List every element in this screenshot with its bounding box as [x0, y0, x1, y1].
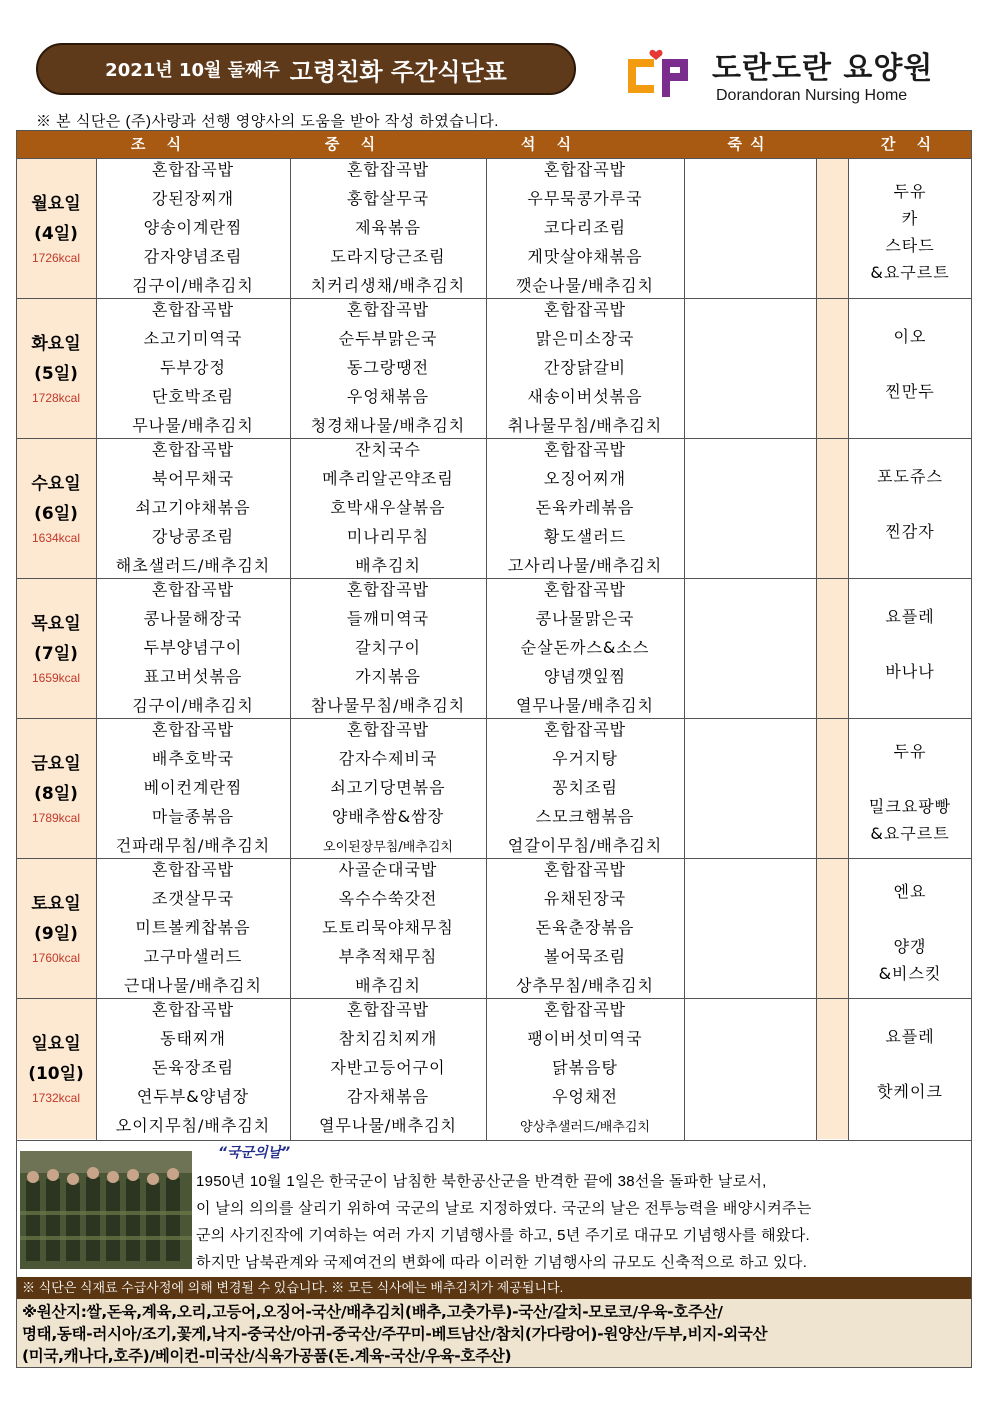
day-kcal: 1760kcal — [31, 951, 81, 965]
snack-item: &요구르트 — [870, 824, 950, 843]
menu-item: 두부양념구이 — [143, 638, 243, 657]
menu-item: 혼합잡곡밥 — [543, 860, 627, 879]
menu-item: 배추김치 — [355, 976, 421, 995]
logo-english-name: Dorandoran Nursing Home — [716, 87, 908, 104]
menu-item: 혼합잡곡밥 — [543, 580, 627, 599]
menu-title-banner — [36, 43, 576, 95]
col-divider — [848, 158, 849, 1140]
breakfast-cell — [96, 579, 290, 719]
day-kcal: 1634kcal — [31, 531, 81, 545]
menu-item: 우엉채전 — [552, 1087, 618, 1106]
armed-forces-day-info — [16, 1140, 972, 1276]
lunch-cell — [290, 999, 486, 1139]
menu-item: 혼합잡곡밥 — [151, 860, 235, 879]
snack-item: 두유 — [893, 182, 927, 201]
snack-item: 포도쥬스 — [877, 467, 943, 486]
day-cell — [16, 859, 96, 999]
breakfast-cell — [96, 159, 290, 299]
menu-item: 미트볼케찹볶음 — [135, 918, 251, 937]
menu-item: 강된장찌개 — [151, 189, 235, 208]
origin-line: (미국,캐나다,호주)/베이컨-미국산/식육가공품(돈.계육-국산/우육-호주산) — [22, 1347, 512, 1365]
day-kcal: 1659kcal — [31, 671, 81, 685]
snack-cell — [848, 159, 972, 299]
day-row — [16, 158, 972, 298]
menu-item: 오이지무침/배추김치 — [115, 1116, 271, 1135]
menu-item: 맑은미소장국 — [535, 329, 635, 348]
day-name: 수요일 — [31, 474, 81, 494]
menu-item: 김구이/배추김치 — [132, 696, 254, 715]
menu-item: 새송이버섯볶음 — [527, 387, 643, 406]
day-date: (6일) — [34, 504, 78, 524]
menu-item: 청경채나물/배추김치 — [310, 416, 466, 435]
breakfast-cell — [96, 439, 290, 579]
menu-item: 가지볶음 — [355, 667, 421, 686]
menu-item: 도토리묵야채무침 — [322, 918, 454, 937]
menu-item: 혼합잡곡밥 — [151, 1000, 235, 1019]
day-kcal: 1789kcal — [31, 811, 81, 825]
menu-item: 깻순나물/배추김치 — [515, 276, 655, 295]
menu-item: 쇠고기야채볶음 — [135, 498, 251, 517]
separator-strip — [816, 299, 848, 439]
menu-item: 우무묵콩가루국 — [527, 189, 643, 208]
header-porridge: 죽식 — [727, 135, 773, 153]
menu-item: 고사리나물/배추김치 — [507, 556, 663, 575]
day-row — [16, 578, 972, 718]
breakfast-cell — [96, 859, 290, 999]
snack-item: 이오 — [893, 327, 927, 346]
menu-item: 게맛살야채볶음 — [527, 247, 643, 266]
menu-item: 우거지탕 — [552, 749, 618, 768]
menu-item: 팽이버섯미역국 — [527, 1029, 643, 1048]
col-divider — [684, 158, 685, 1140]
menu-item: 배추김치 — [355, 556, 421, 575]
menu-item: 김구이/배추김치 — [132, 276, 254, 295]
info-line: 하지만 남북관계와 국제여건의 변화에 따라 이러한 기념행사의 규모도 신축적으로 하고 있다. — [196, 1254, 808, 1271]
menu-item: 두부강정 — [160, 358, 226, 377]
menu-item: 간장닭갈비 — [543, 358, 627, 377]
separator-strip — [816, 439, 848, 579]
menu-item: 참나물무침/배추김치 — [310, 696, 466, 715]
menu-item: 황도샐러드 — [543, 527, 627, 546]
day-row — [16, 858, 972, 998]
day-name: 일요일 — [31, 1034, 81, 1054]
snack-item: &비스킷 — [878, 964, 942, 983]
menu-item: 강낭콩조림 — [151, 527, 235, 546]
menu-item: 양송이계란찜 — [143, 218, 243, 237]
day-kcal: 1732kcal — [31, 1091, 81, 1105]
snack-item: 요플레 — [885, 1027, 935, 1046]
menu-item: 혼합잡곡밥 — [543, 1000, 627, 1019]
logo-mark-icon — [626, 47, 706, 107]
menu-item: 마늘종볶음 — [151, 807, 235, 826]
snack-item: 요플레 — [885, 607, 935, 626]
breakfast-cell — [96, 719, 290, 859]
logo-korean-name: 도란도란 요양원 — [712, 51, 934, 86]
snack-item: 두유 — [893, 742, 927, 761]
menu-item: 열무나물/배추김치 — [515, 696, 655, 715]
day-row — [16, 438, 972, 578]
separator-strip — [816, 159, 848, 299]
lunch-cell — [290, 439, 486, 579]
menu-item: 감자양념조림 — [143, 247, 243, 266]
snack-cell — [848, 579, 972, 719]
menu-item: 혼합잡곡밥 — [151, 300, 235, 319]
menu-item: 참치김치찌개 — [338, 1029, 438, 1048]
separator-strip — [816, 719, 848, 859]
col-divider — [486, 158, 487, 1140]
separator-strip — [816, 579, 848, 719]
info-line: 1950년 10월 1일은 한국군이 남침한 북한공산군을 반격한 끝에 38선을 돌파한 날로서, — [196, 1173, 767, 1190]
snack-cell — [848, 299, 972, 439]
menu-item: 볼어묵조림 — [543, 947, 627, 966]
menu-item: 닭볶음탕 — [552, 1058, 618, 1077]
day-date: (9일) — [34, 924, 78, 944]
day-cell — [16, 439, 96, 579]
menu-item: 혼합잡곡밥 — [543, 720, 627, 739]
menu-item: 얼갈이무침/배추김치 — [507, 836, 663, 855]
soldiers-parade-image — [20, 1151, 192, 1269]
lunch-cell — [290, 719, 486, 859]
day-cell — [16, 159, 96, 299]
menu-item: 혼합잡곡밥 — [543, 160, 627, 179]
menu-item: 스모크햄볶음 — [535, 807, 635, 826]
day-cell — [16, 999, 96, 1139]
lunch-cell — [290, 579, 486, 719]
day-name: 월요일 — [31, 194, 81, 214]
menu-item: 혼합잡곡밥 — [346, 300, 430, 319]
menu-item: 순두부맑은국 — [338, 329, 438, 348]
menu-item: 코다리조림 — [543, 218, 627, 237]
menu-item: 고구마샐러드 — [143, 947, 243, 966]
menu-item: 건파래무침/배추김치 — [115, 836, 271, 855]
menu-date: 2021년 10월 둘째주 — [105, 60, 280, 81]
day-name: 토요일 — [31, 894, 81, 914]
col-divider — [290, 158, 291, 1140]
breakfast-cell — [96, 299, 290, 439]
day-cell — [16, 299, 96, 439]
separator-strip — [816, 999, 848, 1139]
day-date: (7일) — [34, 644, 78, 664]
menu-item: 혼합잡곡밥 — [346, 1000, 430, 1019]
origin-info — [16, 1299, 972, 1368]
menu-item: 돈육장조림 — [151, 1058, 235, 1077]
menu-item: 콩나물해장국 — [143, 609, 243, 628]
lunch-cell — [290, 299, 486, 439]
menu-item: 순살돈까스&소스 — [520, 638, 650, 657]
day-date: (4일) — [34, 224, 78, 244]
dinner-cell — [486, 719, 684, 859]
menu-item: 사골순대국밥 — [338, 860, 438, 879]
menu-item: 상추무침/배추김치 — [515, 976, 655, 995]
info-line: 군의 사기진작에 기여하는 여러 가지 기념행사를 하고, 5년 주기로 대규모 기념행사를 해왔다. — [196, 1227, 810, 1244]
menu-item: 우엉채볶음 — [346, 387, 430, 406]
menu-item: 혼합잡곡밥 — [346, 160, 430, 179]
dinner-cell — [486, 999, 684, 1139]
menu-item: 조갯살무국 — [151, 889, 235, 908]
menu-item: 혼합잡곡밥 — [346, 720, 430, 739]
snack-item: 엔요 — [893, 882, 927, 901]
day-name: 금요일 — [31, 754, 81, 774]
menu-item: 옥수수쑥갓전 — [338, 889, 438, 908]
snack-item: 찐만두 — [885, 382, 935, 401]
info-title: “국군의날” — [218, 1145, 291, 1161]
dinner-cell — [486, 579, 684, 719]
menu-item: 소고기미역국 — [143, 329, 243, 348]
snack-cell — [848, 859, 972, 999]
menu-title: 고령친화 주간식단표 — [289, 57, 507, 86]
menu-item: 자반고등어구이 — [330, 1058, 446, 1077]
menu-item: 무나물/배추김치 — [132, 416, 254, 435]
snack-cell — [848, 439, 972, 579]
menu-item: 양배추쌈&쌈장 — [331, 807, 445, 826]
menu-item: 호박새우살볶음 — [330, 498, 446, 517]
menu-item: 혼합잡곡밥 — [151, 720, 235, 739]
day-name: 목요일 — [31, 614, 81, 634]
dinner-cell — [486, 299, 684, 439]
menu-item: 감자수제비국 — [338, 749, 438, 768]
menu-item: 혼합잡곡밥 — [151, 440, 235, 459]
menu-item: 양상추샐러드/배추김치 — [520, 1120, 650, 1135]
menu-item: 갈치구이 — [355, 638, 421, 657]
menu-item: 북어무채국 — [151, 469, 235, 488]
col-divider — [816, 158, 817, 1140]
menu-item: 동태찌개 — [160, 1029, 226, 1048]
menu-item: 혼합잡곡밥 — [346, 580, 430, 599]
day-date: (5일) — [34, 364, 78, 384]
menu-notice: ※ 식단은 식재료 수급사정에 의해 변경될 수 있습니다. ※ 모든 식사에는 배추김치가 제공됩니다. — [16, 1277, 972, 1299]
day-kcal: 1728kcal — [31, 391, 81, 405]
header-breakfast: 조 식 — [130, 135, 190, 153]
day-date: (8일) — [34, 784, 78, 804]
origin-line: ※원산지:쌀,돈육,계육,오리,고등어,오징어-국산/배추김치(배추,고춧가루)-국산/갈치-모로코/우육-호주산/ — [22, 1303, 723, 1321]
day-row — [16, 298, 972, 438]
menu-item: 열무나물/배추김치 — [318, 1116, 458, 1135]
snack-item: 찐감자 — [885, 522, 935, 541]
snack-item: 양갱 — [893, 937, 927, 956]
day-cell — [16, 719, 96, 859]
dinner-cell — [486, 159, 684, 299]
dinner-cell — [486, 439, 684, 579]
menu-item: 근대나물/배추김치 — [123, 976, 263, 995]
menu-item: 혼합잡곡밥 — [151, 160, 235, 179]
col-divider — [96, 158, 97, 1140]
menu-item: 꽁치조림 — [552, 778, 618, 797]
menu-item: 단호박조림 — [151, 387, 235, 406]
menu-item: 취나물무침/배추김치 — [507, 416, 663, 435]
menu-item: 들깨미역국 — [346, 609, 430, 628]
snack-cell — [848, 999, 972, 1139]
menu-item: 오이된장무침/배추김치 — [323, 840, 453, 855]
snack-item: 밀크요팡빵 — [868, 797, 952, 816]
menu-item: 잔치국수 — [355, 440, 421, 459]
menu-item: 쇠고기당면볶음 — [330, 778, 446, 797]
day-date: (10일) — [28, 1064, 84, 1084]
menu-item: 해초샐러드/배추김치 — [115, 556, 271, 575]
menu-item: 치커리생채/배추김치 — [310, 276, 466, 295]
nursing-home-logo — [626, 47, 966, 107]
dinner-cell — [486, 859, 684, 999]
menu-item: 제육볶음 — [355, 218, 421, 237]
day-row — [16, 718, 972, 858]
lunch-cell — [290, 859, 486, 999]
menu-item: 감자채볶음 — [346, 1087, 430, 1106]
menu-item: 양념깻잎찜 — [543, 667, 627, 686]
snack-item: 카 — [901, 209, 919, 228]
table-header-row — [16, 130, 972, 158]
menu-item: 오징어찌개 — [543, 469, 627, 488]
menu-item: 배추호박국 — [151, 749, 235, 768]
menu-item: 부추적채무침 — [338, 947, 438, 966]
menu-item: 도라지당근조림 — [330, 247, 446, 266]
header-dinner: 석 식 — [520, 135, 580, 153]
menu-item: 유채된장국 — [543, 889, 627, 908]
menu-item: 미나리무침 — [346, 527, 430, 546]
menu-item: 혼합잡곡밥 — [543, 440, 627, 459]
snack-item: 핫케이크 — [877, 1082, 943, 1101]
breakfast-cell — [96, 999, 290, 1139]
menu-item: 혼합잡곡밥 — [543, 300, 627, 319]
snack-item: 스타드 — [885, 236, 935, 255]
menu-item: 홍합살무국 — [346, 189, 430, 208]
day-kcal: 1726kcal — [31, 251, 81, 265]
day-row — [16, 998, 972, 1138]
day-cell — [16, 579, 96, 719]
menu-item: 연두부&양념장 — [136, 1087, 250, 1106]
menu-item: 메추리알곤약조림 — [322, 469, 454, 488]
menu-item: 표고버섯볶음 — [143, 667, 243, 686]
info-line: 이 날의 의의를 살리기 위하여 국군의 날로 지정하였다. 국군의 날은 전투능력을 배양시켜주는 — [196, 1200, 812, 1217]
menu-item: 혼합잡곡밥 — [151, 580, 235, 599]
snack-item: 바나나 — [885, 662, 935, 681]
nutrition-note: ※ 본 식단은 (주)사랑과 선행 영양사의 도움을 받아 작성 하였습니다. — [36, 113, 499, 130]
menu-item: 돈육춘장볶음 — [535, 918, 635, 937]
separator-strip — [816, 859, 848, 999]
header-lunch: 중 식 — [324, 135, 384, 153]
lunch-cell — [290, 159, 486, 299]
header-snack: 간 식 — [880, 135, 940, 153]
snack-cell — [848, 719, 972, 859]
menu-item: 동그랑땡전 — [346, 358, 430, 377]
origin-line: 명태,동태-러시아/조기,꽃게,낙지-중국산/아귀-중국산/주꾸미-베트남산/참치(가다랑어)-원양산/두부,비지-외국산 — [22, 1325, 768, 1343]
menu-item: 콩나물맑은국 — [535, 609, 635, 628]
menu-item: 돈육카레볶음 — [535, 498, 635, 517]
day-name: 화요일 — [31, 334, 81, 354]
snack-item: &요구르트 — [870, 263, 950, 282]
menu-item: 베이컨계란찜 — [143, 778, 243, 797]
